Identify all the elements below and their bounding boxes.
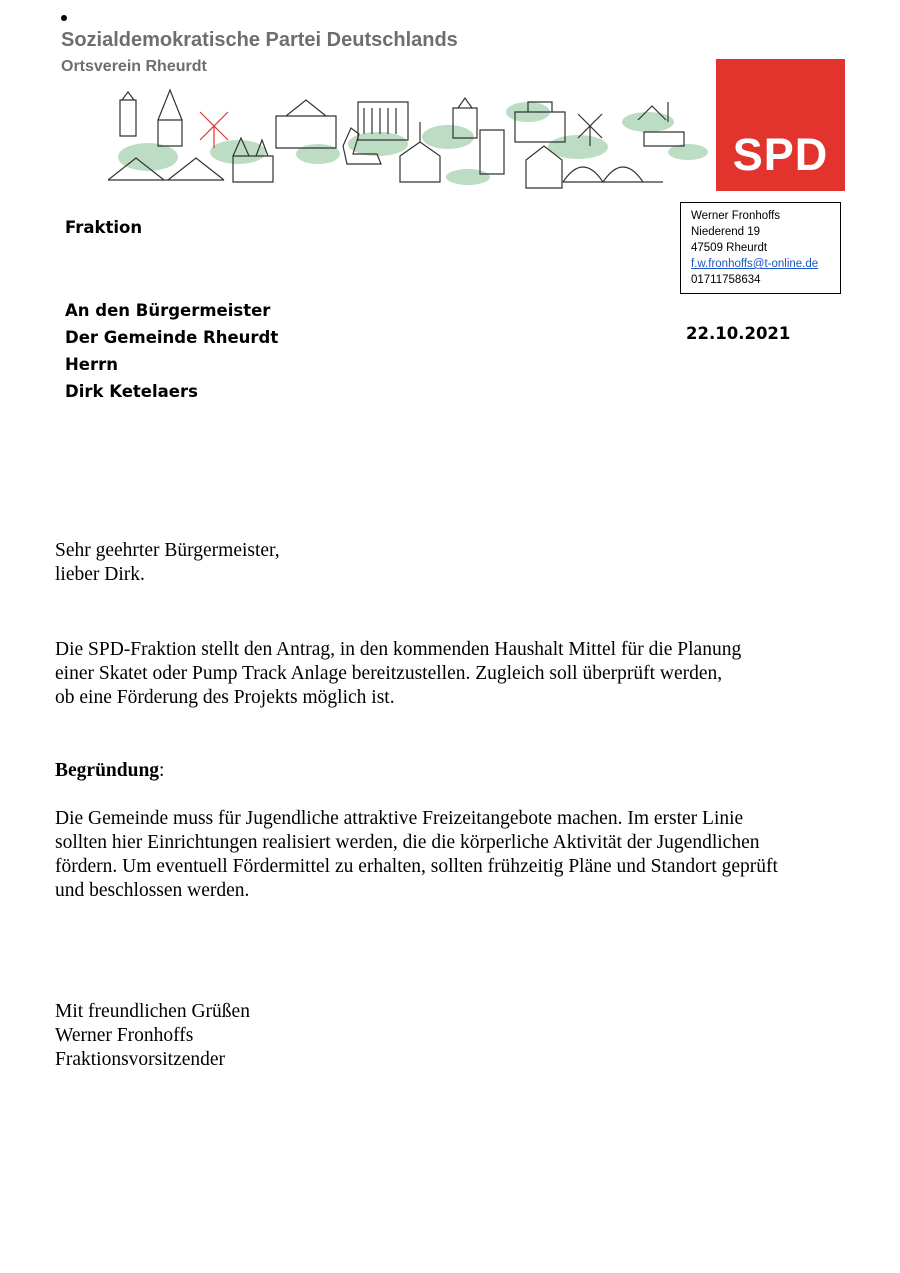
greeting-line: Sehr geehrter Bürgermeister, (55, 540, 280, 561)
paragraph-line: einer Skatet oder Pump Track Anlage bereitzustellen. Zugleich soll überprüft werden, (55, 663, 723, 684)
sender-street: Niederend 19 (691, 226, 761, 238)
town-skyline-illustration (108, 82, 708, 196)
logo-text: SPD (732, 129, 829, 180)
closing-block (55, 1000, 250, 1072)
closing-salutation: Mit freundlichen Grüßen (55, 1001, 250, 1022)
reason-colon: : (159, 760, 165, 781)
org-unit: Ortsverein Rheurdt (61, 58, 207, 75)
paragraph-line: und beschlossen werden. (55, 880, 250, 901)
greeting (55, 539, 280, 587)
closing-role: Fraktionsvorsitzender (55, 1049, 226, 1070)
recipient-line: An den Bürgermeister (65, 301, 271, 320)
fraktion-label: Fraktion (65, 218, 143, 237)
closing-name: Werner Fronhoffs (55, 1025, 194, 1046)
sender-name: Werner Fronhoffs (691, 210, 781, 222)
reason-heading (55, 759, 164, 783)
sender-phone: 01711758634 (691, 274, 761, 286)
recipient-address (65, 297, 278, 405)
paragraph-line: ob eine Förderung des Projekts möglich ist. (55, 687, 395, 708)
recipient-line: Herrn (65, 355, 119, 374)
bullet-mark (61, 15, 67, 21)
recipient-line: Der Gemeinde Rheurdt (65, 328, 279, 347)
sender-address-box (680, 202, 841, 294)
sender-email-link[interactable]: f.w.fronhoffs@t-online.de (691, 258, 819, 270)
spd-logo (716, 59, 845, 191)
letter-date: 22.10.2021 (686, 324, 791, 343)
reason-title: Begründung (55, 760, 160, 781)
paragraph-line: fördern. Um eventuell Fördermittel zu erhalten, sollten frühzeitig Pläne und Standort geprüft (55, 856, 778, 877)
recipient-line: Dirk Ketelaers (65, 382, 198, 401)
org-name: Sozialdemokratische Partei Deutschlands (61, 29, 458, 51)
paragraph-line: Die Gemeinde muss für Jugendliche attraktive Freizeitangebote machen. Im erster Linie (55, 808, 744, 829)
paragraph-line: Die SPD-Fraktion stellt den Antrag, in den kommenden Haushalt Mittel für die Planung (55, 639, 742, 660)
reason-paragraph (55, 807, 778, 903)
paragraph-line: sollten hier Einrichtungen realisiert werden, die die körperliche Aktivität der Jugendlichen (55, 832, 760, 853)
sender-city: 47509 Rheurdt (691, 242, 768, 254)
request-paragraph (55, 638, 741, 710)
greeting-line: lieber Dirk. (55, 564, 145, 585)
